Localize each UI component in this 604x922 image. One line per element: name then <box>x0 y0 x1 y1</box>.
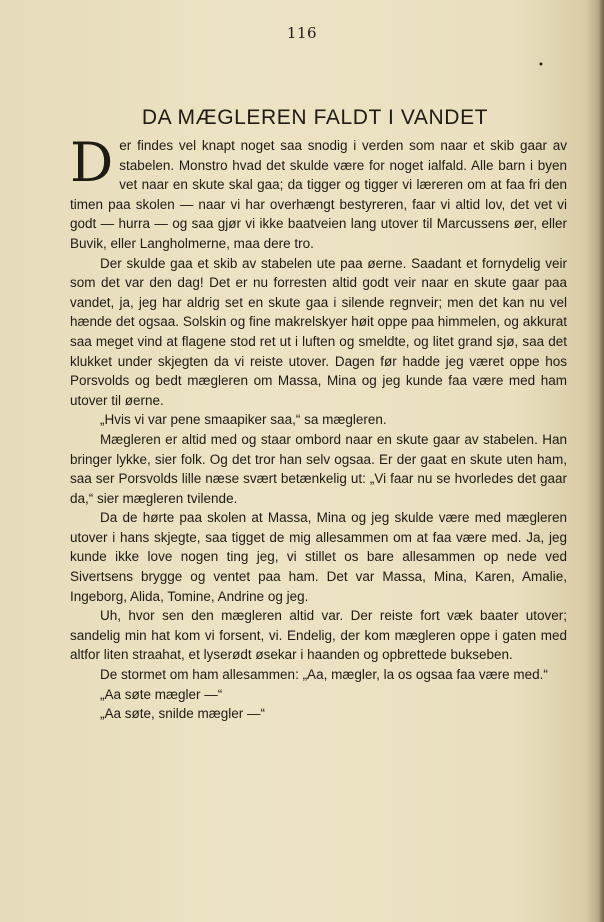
paragraph: Der skulde gaa et skib av stabelen ute paa øerne. Saadant et fornydelig veir som det var den dag! Det er nu forresten altid godt veir naar en skute gaar paa vandet, ja, jeg har aldrig set en skute gaa i silende regnveir; men det kan nu vel hænde det ogsaa. Solskin og fine makrelskyer høit oppe paa himmelen, og akkurat saa meget vind at flagene stod ret ut i luften og smeldte, og litet grand sjø, saa det klukket under skjegten da vi reiste utover. Dagen før hadde jeg været oppe hos Porsvolds og bedt mægleren om Massa, Mina og jeg kunde faa være med ham utover til øerne. <box>70 255 567 408</box>
paragraph: De stormet om ham allesammen: „Aa, mægler, la os ogsaa faa være med.“ <box>100 667 548 683</box>
paragraph: Mægleren er altid med og staar ombord naar en skute gaar av stabelen. Han bringer lykke, sier folk. Og det tror han selv ogsaa. Er der gaat en skute uten ham, saa ser Porsvolds lille næse svært betænkelig ut: „Vi faar nu se hvorledes det gaar da,“ sier mægleren tvilende. <box>70 431 567 506</box>
chapter-title: DA MÆGLEREN FALDT I VANDET <box>141 106 489 130</box>
paragraph: Der findes vel knapt noget saa snodig i verden som naar et skib gaar av stabelen. Monstro hvad det skulde være for noget ialfald. Alle barn i byen vet naar en skute skal gaa; da tigger og tigger vi læreren om at faa fri den timen paa skolen — naar vi har overhængt bestyreren, faar vi altid lov, det vet vi godt — hurra — og saa gjør vi ikke baatveien lang utover til Marcussens øer, eller Buvik, eller Langholmerne, maa dere tro. <box>70 131 567 251</box>
page-number: 116 <box>286 24 318 42</box>
paragraph: Da de hørte paa skolen at Massa, Mina og jeg skulde være med mægleren utover i hans skjegte, saa tigget de mig allesammen om at faa være med. Ja, jeg kunde ikke love nogen ting jeg, vi stillet os bare allesammen op nede ved Sivertsens brygge og ventet paa ham. Det var Massa, Mina, Karen, Amalie, Ingeborg, Alida, Tomine, Andrine og jeg. <box>70 510 567 604</box>
paragraph: Uh, hvor sen den mægleren altid var. Der reiste fort væk baater utover; sandelig min hat kom vi forsent, vi. Endelig, der kom mægleren oppe i gaten med altfor liten straahat, et lyserødt øsekar i haanden og opbrettede bukseben. <box>70 608 567 663</box>
body-text <box>70 131 567 724</box>
dialogue-line: „Aa søte, snilde mægler —“ <box>100 706 266 722</box>
drop-cap: D <box>70 131 114 194</box>
page-edge <box>598 0 604 922</box>
dialogue-line: „Aa søte mægler —“ <box>100 686 223 702</box>
ink-mark: • <box>538 60 544 71</box>
paragraph: „Hvis vi var pene smaapiker saa,“ sa mægleren. <box>100 412 387 428</box>
